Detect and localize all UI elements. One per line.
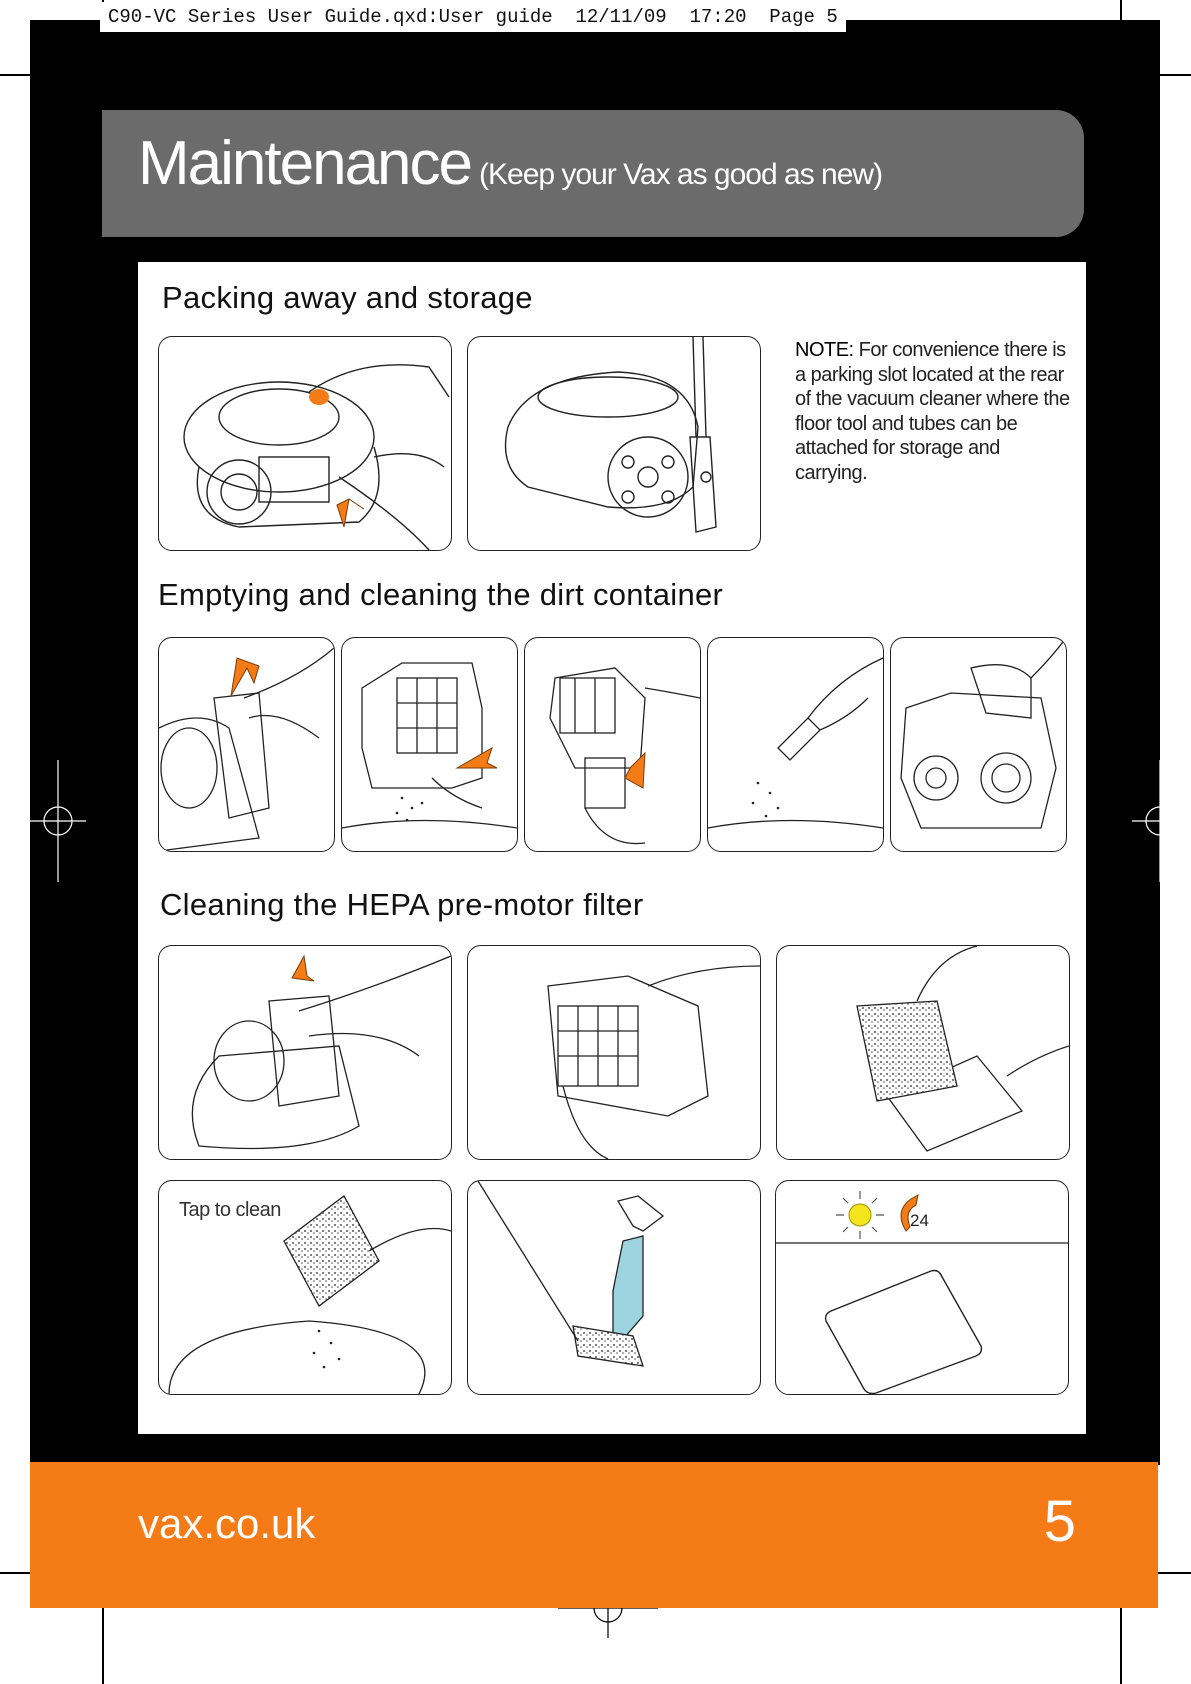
- vacuum-illustration-icon: [159, 337, 451, 550]
- illustration-vacuum-parking-slot: [467, 336, 761, 551]
- sun-icon: [836, 1191, 884, 1239]
- page-subtitle: (Keep your Vax as good as new): [479, 158, 883, 191]
- illustration-remove-foam-pad: [776, 945, 1070, 1160]
- remove-container-icon: [159, 638, 334, 851]
- illustration-tap-cone: [707, 637, 884, 852]
- illustration-dry-foam-pad: [775, 1180, 1069, 1395]
- page-title: [138, 128, 882, 199]
- section-title-packing: Packing away and storage: [162, 280, 533, 315]
- tap-cone-icon: [708, 638, 883, 851]
- release-dirt-icon: [342, 638, 517, 851]
- illustration-wipe-container: [890, 637, 1067, 852]
- parking-note: [795, 338, 1070, 485]
- footer-band: [30, 1462, 1158, 1608]
- foam-pad-icon: [777, 946, 1069, 1159]
- dry-hours-label: 24: [910, 1211, 929, 1230]
- print-slug: C90-VC Series User Guide.qxd:User guide 12/11/09 17:20 Page 5: [100, 2, 846, 32]
- illustration-rinse-foam-pad: [467, 1180, 761, 1395]
- illustration-remove-filter-frame: [158, 945, 452, 1160]
- rinse-foam-icon: [468, 1181, 760, 1394]
- illustration-remove-filter-cone: [524, 637, 701, 852]
- illustration-separate-filter: [467, 945, 761, 1160]
- filter-frame-icon: [159, 946, 451, 1159]
- registration-mark-icon: [28, 760, 88, 882]
- wipe-container-icon: [891, 638, 1066, 851]
- illustration-release-dirt: [341, 637, 518, 852]
- vacuum-parked-icon: [468, 337, 760, 550]
- tap-to-clean-label: Tap to clean: [179, 1199, 281, 1221]
- note-label: NOTE:: [795, 339, 854, 361]
- section-title-emptying: Emptying and cleaning the dirt container: [158, 577, 724, 612]
- note-text: For convenience there is a parking slot located at the rear of the vacuum cleaner where the floor tool and tubes can be attached for storage and carrying.: [795, 339, 1070, 484]
- footer-url[interactable]: vax.co.uk: [138, 1500, 316, 1547]
- illustration-vacuum-cord-rewind: [158, 336, 452, 551]
- page-number: 5: [1043, 1489, 1076, 1554]
- registration-mark-icon: [1130, 760, 1191, 882]
- title-text: Maintenance: [138, 129, 472, 198]
- illustration-remove-container: [158, 637, 335, 852]
- filter-cone-icon: [525, 638, 700, 851]
- illustration-tap-foam-pad: [158, 1180, 452, 1395]
- separate-filter-icon: [468, 946, 760, 1159]
- section-title-hepa: Cleaning the HEPA pre-motor filter: [160, 887, 644, 922]
